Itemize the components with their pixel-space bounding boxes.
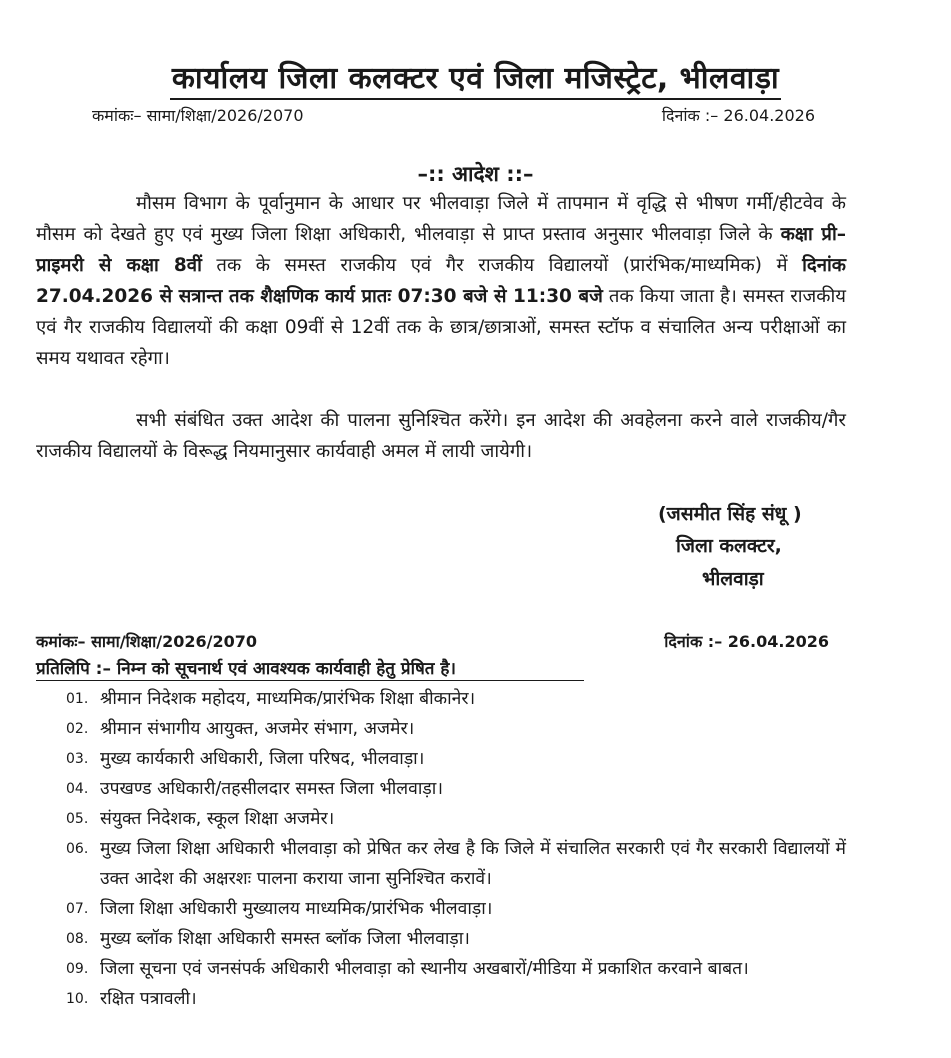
copy-heading: प्रतिलिपि :– निम्न को सूचनार्थ एवं आवश्यक कार्यवाही हेतु प्रेषित है। (36, 656, 584, 681)
copy-recipient-list (66, 684, 846, 1014)
copy-date: दिनांक :– 26.04.2026 (664, 632, 829, 651)
para1-text-c: तक किया जाता है। समस्त राजकीय एवं गैर राजकीय विद्यालयों की कक्षा 09वीं से 12वीं तक के छात्र/छात्राओं, समस्त स्टॉफ व संचालित अन्य परीक्षाओं का समय यथावत रहेगा। (36, 286, 847, 369)
list-item: 07. जिला शिक्षा अधिकारी मुख्यालय माध्यमिक/प्रारंभिक भीलवाड़ा। (66, 899, 493, 919)
list-item: 05. संयुक्त निदेशक, स्कूल शिक्षा अजमेर। (66, 809, 335, 829)
order-paragraph-2 (36, 405, 846, 467)
list-item: 02. श्रीमान संभागीय आयुक्त, अजमेर संभाग, अजमेर। (66, 719, 415, 739)
list-item: 09. जिला सूचना एवं जनसंपर्क अधिकारी भीलवाड़ा को स्थानीय अखबारों/मीडिया में प्रकाशित करवाने बाबत। (66, 959, 749, 979)
para1-timing: दिनांक 27.04.2026 से सत्रान्त तक शैक्षणिक कार्य प्रातः 07:30 बजे से 11:30 बजे (36, 255, 846, 307)
para1-text-b: तक के समस्त राजकीय एवं गैर राजकीय विद्यालयों (प्रारंभिक/माध्यमिक) में (201, 255, 803, 276)
signatory-name: (जसमीत सिंह संधू ) (658, 503, 802, 525)
order-date: दिनांक :– 26.04.2026 (661, 106, 815, 125)
order-heading: –:: आदेश ::– (417, 162, 534, 186)
para1-text-a: मौसम विभाग के पूर्वानुमान के आधार पर भीलवाड़ा जिले में तापमान में वृद्धि से भीषण गर्मी/हीटवेव के मौसम को देखते हुए एवं मुख्य जिला शिक्षा अधिकारी, भीलवाड़ा से प्राप्त प्रस्ताव अनुसार भीलवाड़ा जिले के (36, 193, 846, 245)
reference-number: कमांकः– सामा/शिक्षा/2026/2070 (92, 106, 304, 125)
list-item: 01. श्रीमान निदेशक महोदय, माध्यमिक/प्रारंभिक शिक्षा बीकानेर। (66, 689, 476, 709)
reference-row (92, 104, 815, 126)
copy-reference-number: कमांकः– सामा/शिक्षा/2026/2070 (36, 632, 257, 651)
list-item: 04. उपखण्ड अधिकारी/तहसीलदार समस्त जिला भीलवाड़ा। (66, 779, 443, 799)
para1-class-range: कक्षा प्री–प्राइमरी से कक्षा 8वीं (36, 224, 846, 276)
list-item: 08. मुख्य ब्लॉक शिक्षा अधिकारी समस्त ब्लॉक जिला भीलवाड़ा। (66, 929, 470, 949)
para2-text: सभी संबंधित उक्त आदेश की पालना सुनिश्चित करेंगे। इन आदेश की अवहेलना करने वाले राजकीय/गैर राजकीय विद्यालयों के विरूद्ध नियमानुसार कार्यवाही अमल में लायी जायेगी। (36, 410, 846, 462)
copy-reference-row (36, 630, 829, 652)
order-paragraph-1 (36, 188, 846, 374)
list-item: 06. मुख्य जिला शिक्षा अधिकारी भीलवाड़ा को प्रेषित कर लेख है कि जिले में संचालित सरकारी एवं गैर सरकारी विद्यालयों में उक्त आदेश की अक्षरशः पालना कराया जाना सुनिश्चित करावें। (66, 839, 846, 889)
office-title-text: कार्यालय जिला कलक्टर एवं जिला मजिस्ट्रेट, भीलवाड़ा (170, 61, 781, 100)
signatory-designation: जिला कलक्टर, (676, 535, 782, 557)
list-item: 10. रक्षित पत्रावली। (66, 989, 197, 1009)
office-title (0, 56, 951, 97)
signatory-place: भीलवाड़ा (702, 568, 764, 590)
list-item: 03. मुख्य कार्यकारी अधिकारी, जिला परिषद, भीलवाड़ा। (66, 749, 425, 769)
